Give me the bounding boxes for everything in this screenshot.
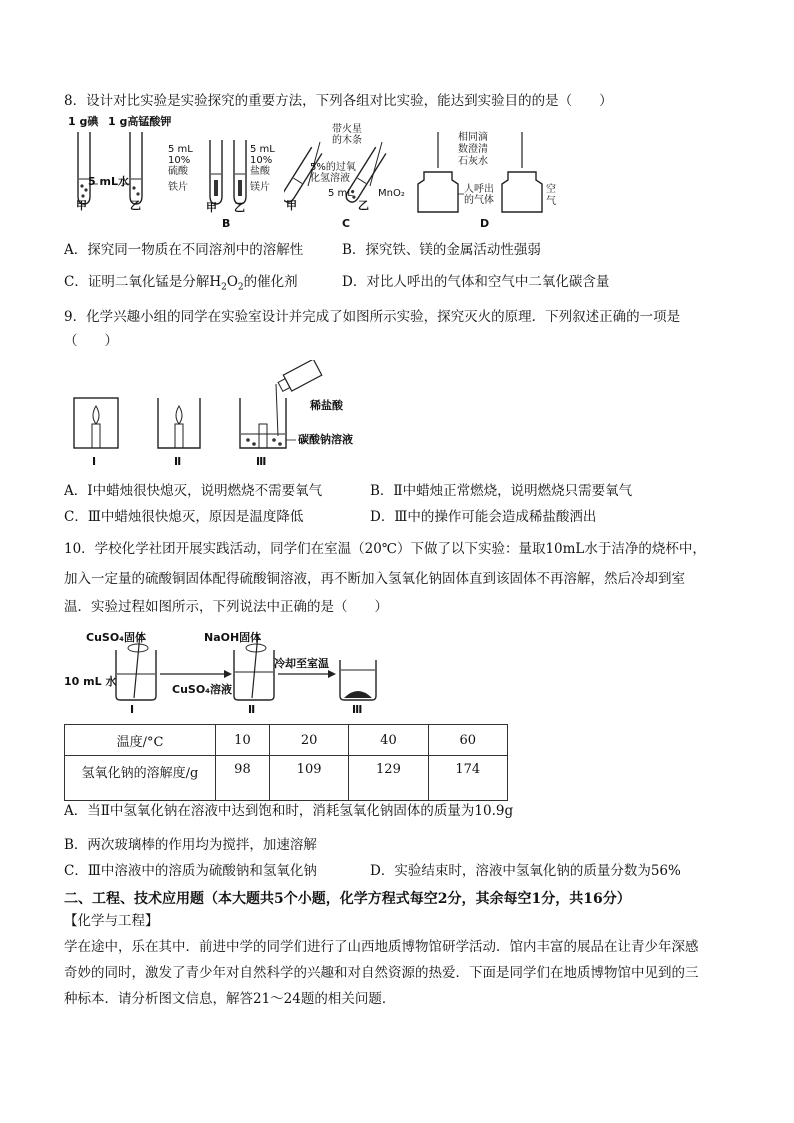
q10-stem-line3: 温．实验过程如图所示，下列说法中正确的是（ ） — [64, 599, 388, 615]
fig-d-exhaled-1: 人呼出 — [464, 184, 494, 195]
q9-roman-2: Ⅱ — [174, 455, 182, 468]
q8-figure-d — [414, 124, 564, 232]
q9-roman-3: Ⅲ — [256, 455, 267, 468]
q8-figure-c — [284, 124, 414, 232]
fig-a-label-jia: 甲 — [76, 199, 87, 212]
table-row — [65, 756, 508, 801]
candle-beakers-drawing — [64, 360, 384, 472]
q8-figure-b — [164, 134, 284, 232]
q9-label-carbonate: 碳酸钠溶液 — [298, 433, 353, 446]
section-2-title: 二、工程、技术应用题（本大题共5个小题，化学方程式每空2分，其余每空1分，共16分） — [64, 891, 631, 907]
q9-figure — [64, 360, 384, 472]
fig-b-left-2: 10% — [168, 155, 191, 166]
q9-roman-1: Ⅰ — [92, 455, 97, 468]
q10-stem-line2: 加入一定量的硫酸铜固体配得硫酸铜溶液，再不断加入氢氧化钠固体直到该固体不再溶解，然后冷却到室 — [64, 571, 685, 587]
fig-c-top-2: 的木条 — [332, 135, 362, 146]
fig-c-letter: C — [342, 217, 351, 230]
fig-c-mid-3: 5 mL — [328, 188, 353, 199]
q9-option-c: C．Ⅲ中蜡烛很快熄灭，原因是温度降低 — [64, 509, 304, 525]
q9-stem-line1: 9．化学兴趣小组的同学在实验室设计并完成了如图所示实验，探究灭火的原理．下列叙述正确的一项是 — [64, 309, 681, 325]
q10-option-d: D．实验结束时，溶液中氢氧化钠的质量分数为56% — [370, 863, 681, 879]
fig-a-label-kmno4: 1 g高锰酸钾 — [108, 115, 172, 128]
table-cell: 20 — [269, 725, 348, 756]
fig-b-left-1: 5 mL — [168, 144, 193, 155]
table-cell: 60 — [428, 725, 507, 756]
q8-figure-a — [64, 114, 172, 214]
fig-d-top-1: 相同滴 — [458, 132, 488, 143]
fig-c-mid-1: 5%的过氧 — [310, 162, 356, 173]
fig-b-right-1: 5 mL — [250, 144, 275, 155]
section-2-tag: 【化学与工程】 — [64, 913, 159, 929]
table-header-solubility: 氢氧化钠的溶解度/g — [65, 756, 216, 801]
bottles-d-drawing — [414, 124, 564, 232]
table-row — [65, 725, 508, 756]
fig-c-jia: 甲 — [286, 199, 297, 212]
q10-label-cuso4-solid: CuSO₄固体 — [86, 631, 146, 644]
section-2-paragraph-line3: 种标本．请分析图文信息，解答21～24题的相关问题． — [64, 991, 396, 1007]
table-cell: 40 — [349, 725, 428, 756]
section-2-paragraph-line2: 奇妙的同时，激发了青少年对自然科学的兴趣和对自然资源的热爱．下面是同学们在地质博物馆中见到的三 — [64, 965, 699, 981]
fig-b-yi: 乙 — [234, 201, 245, 214]
fig-d-top-2: 数澄清 — [458, 144, 488, 155]
q8-option-d: D．对比人呼出的气体和空气中二氧化碳含量 — [342, 274, 610, 290]
q9-option-a: A．I中蜡烛很快熄灭，说明燃烧不需要氧气 — [64, 483, 323, 499]
q10-option-b: B．两次玻璃棒的作用均为搅拌，加速溶解 — [64, 837, 317, 853]
q10-option-a: A．当Ⅱ中氢氧化钠在溶液中达到饱和时，消耗氢氧化钠固体的质量为10.9g — [64, 803, 514, 819]
fig-c-top-1: 带火星 — [332, 124, 362, 135]
q9-option-b: B．Ⅱ中蜡烛正常燃烧，说明燃烧只需要氧气 — [370, 483, 633, 499]
q10-roman-2: Ⅱ — [248, 703, 256, 716]
q8-stem: 8．设计对比实验是实验探究的重要方法，下列各组对比实验，能达到实验目的的是（ ） — [64, 93, 613, 109]
fig-b-jia: 甲 — [206, 201, 217, 214]
fig-b-right-2: 10% — [250, 155, 273, 166]
fig-a-label-yi: 乙 — [130, 199, 141, 212]
q9-stem-line2: （ ） — [64, 333, 118, 349]
q10-roman-1: Ⅰ — [130, 703, 135, 716]
q9-label-acid: 稀盐酸 — [310, 399, 343, 412]
fig-d-exhaled-2: 的气体 — [464, 195, 494, 206]
table-cell: 98 — [216, 756, 270, 801]
fig-c-mno2: MnO₂ — [378, 188, 405, 199]
fig-d-letter: D — [480, 217, 490, 230]
q10-stem-line1: 10．学校化学社团开展实践活动，同学们在室温（20℃）下做了以下实验：量取10mL水于洁净的烧杯中， — [64, 541, 706, 557]
fig-c-yi: 乙 — [358, 199, 369, 212]
q10-label-cool: 冷却至室温 — [274, 657, 329, 670]
section-2-paragraph-line1: 学在途中，乐在其中．前进中学的同学们进行了山西地质博物馆研学活动．馆内丰富的展品在让青少年深感 — [64, 939, 699, 955]
q10-label-naoh: NaOH固体 — [204, 631, 262, 644]
table-header-temp: 温度/°C — [65, 725, 216, 756]
q10-figure — [64, 626, 404, 718]
solubility-table — [64, 724, 508, 801]
q8-option-a: A．探究同一物质在不同溶剂中的溶解性 — [64, 242, 304, 258]
table-cell: 174 — [428, 756, 507, 801]
fig-d-top-3: 石灰水 — [458, 156, 488, 167]
fig-c-mid-2: 化氢溶液 — [310, 173, 350, 184]
q10-roman-3: Ⅲ — [352, 703, 363, 716]
table-cell: 129 — [349, 756, 428, 801]
table-cell: 109 — [269, 756, 348, 801]
fig-b-left-4: 铁片 — [168, 182, 188, 193]
fig-a-label-water: 5 mL水 — [88, 175, 129, 188]
q9-option-d: D．Ⅲ中的操作可能会造成稀盐酸洒出 — [370, 509, 597, 525]
q8-option-b: B．探究铁、镁的金属活动性强弱 — [342, 242, 541, 258]
q8-option-c: C．证明二氧化锰是分解$H_2O_2$的催化剂 — [64, 274, 298, 293]
fig-b-letter: B — [222, 217, 231, 230]
fig-b-right-3: 盐酸 — [250, 166, 270, 177]
fig-d-air-2: 气 — [546, 196, 556, 207]
q10-label-cuso4-soln: CuSO₄溶液 — [172, 683, 232, 696]
fig-b-right-4: 镁片 — [250, 182, 270, 193]
fig-d-air-1: 空 — [546, 184, 556, 195]
fig-a-label-iodine: 1 g碘 — [68, 115, 99, 128]
q10-option-c: C．Ⅲ中溶液中的溶质为硫酸钠和氢氧化钠 — [64, 863, 317, 879]
table-cell: 10 — [216, 725, 270, 756]
fig-b-left-3: 硫酸 — [168, 166, 188, 177]
q10-label-water: 10 mL 水 — [64, 675, 117, 688]
